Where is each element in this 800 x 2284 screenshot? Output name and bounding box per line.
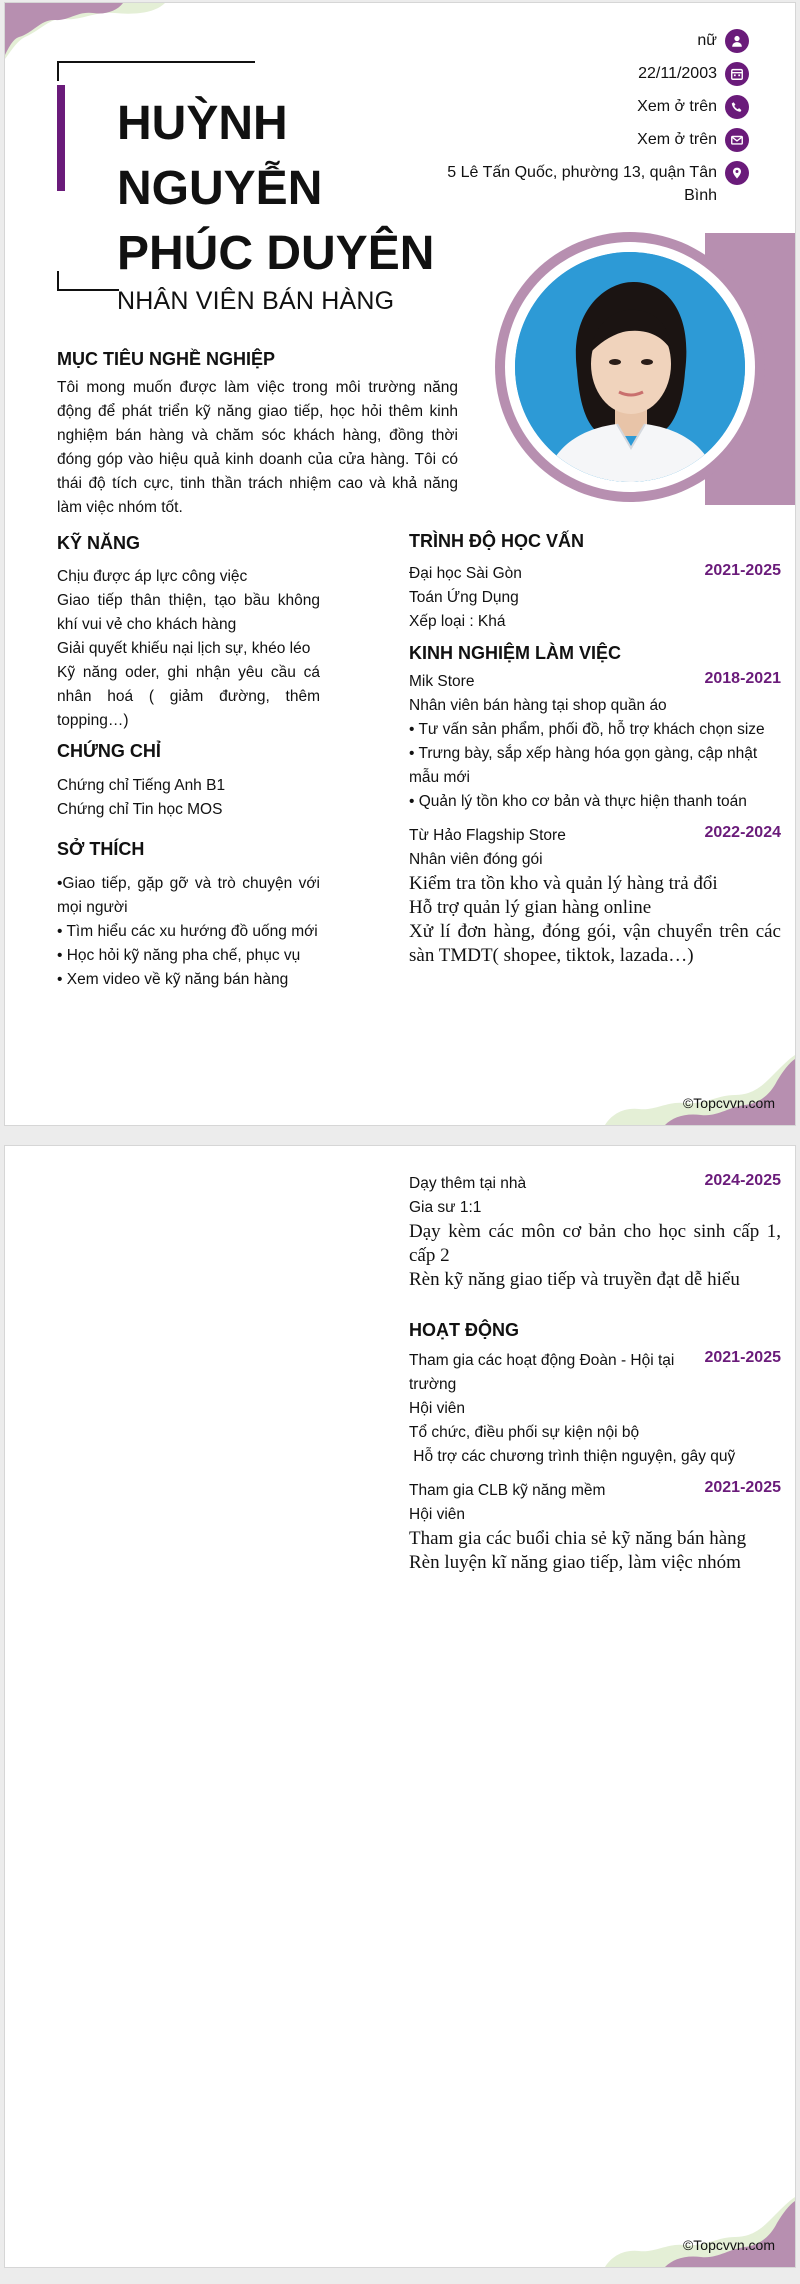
contact-gender-text: nữ	[697, 32, 717, 49]
job-entry	[409, 670, 781, 814]
skills-title: KỸ NĂNG	[57, 533, 141, 553]
education-years: 2021-2025	[704, 562, 781, 579]
name-frame-top	[57, 61, 255, 63]
cv-page-2	[4, 1145, 796, 2268]
candidate-name	[117, 91, 447, 286]
job-detail: Rèn kỹ năng giao tiếp và truyền đạt dễ hiểu	[409, 1269, 740, 1290]
activity-detail: Hỗ trợ các chương trình thiện nguyện, gây quỹ	[409, 1448, 736, 1465]
job-detail: Kiểm tra tồn kho và quản lý hàng trả đổi	[409, 873, 718, 894]
bottom-right-decor	[605, 1055, 795, 1125]
objective-section	[57, 349, 458, 520]
phone-icon	[725, 95, 749, 119]
job-detail: Hỗ trợ quản lý gian hàng online	[409, 897, 652, 918]
activity-years: 2021-2025	[704, 1479, 781, 1496]
job-detail: • Tư vấn sản phẩm, phối đồ, hỗ trợ khách chọn size	[409, 721, 765, 738]
certificate-item: Chứng chỉ Tin học MOS	[57, 801, 223, 818]
experience-title: KINH NGHIỆM LÀM VIỆC	[409, 643, 622, 663]
hobby-item: • Xem video về kỹ năng bán hàng	[57, 971, 289, 988]
education-major: Toán Ứng Dụng	[409, 589, 519, 606]
footer-brand: ©Topcvvn.com	[682, 2237, 775, 2253]
activity-role: Hội viên	[409, 1400, 465, 1417]
cv-page-1	[4, 2, 796, 1126]
skill-item: Kỹ năng oder, ghi nhận yêu cầu cá nhân hoá ( giảm đường, thêm topping…)	[57, 664, 320, 729]
activity-entry	[409, 1479, 781, 1575]
education-grade: Xếp loại : Khá	[409, 613, 506, 630]
education-section	[409, 531, 781, 634]
contact-list	[437, 29, 749, 216]
name-frame-left-lower	[57, 271, 59, 291]
job-detail: Xử lí đơn hàng, đóng gói, vận chuyển trên các sàn TMDT( shopee, tiktok, lazada…)	[409, 921, 781, 966]
email-icon	[725, 128, 749, 152]
skills-section	[57, 533, 320, 733]
name-accent-bar	[57, 85, 65, 191]
activities-section	[409, 1320, 781, 1575]
top-left-decor	[5, 3, 175, 63]
contact-gender	[437, 29, 749, 53]
experience-section	[409, 643, 781, 968]
skill-item: Chịu được áp lực công việc	[57, 568, 248, 585]
skill-item: Giải quyết khiếu nại lịch sự, khéo léo	[57, 640, 311, 657]
job-title: NHÂN VIÊN BÁN HÀNG	[117, 287, 395, 315]
location-pin-icon	[725, 161, 749, 185]
contact-birthday-text: 22/11/2003	[638, 65, 717, 82]
contact-phone	[437, 95, 749, 119]
calendar-icon	[725, 62, 749, 86]
activity-detail: Rèn luyện kĩ năng giao tiếp, làm việc nhóm	[409, 1552, 741, 1573]
job-detail: • Quản lý tồn kho cơ bản và thực hiện thanh toán	[409, 793, 747, 810]
contact-address	[437, 161, 749, 207]
name-frame-bottom	[57, 289, 119, 291]
job-company: Mik Store	[409, 673, 475, 690]
job-role: Gia sư 1:1	[409, 1199, 482, 1216]
contact-address-text: 5 Lê Tấn Quốc, phường 13, quận Tân Bình	[447, 164, 717, 204]
hobbies-title: SỞ THÍCH	[57, 839, 145, 859]
activity-name: Tham gia CLB kỹ năng mềm	[409, 1482, 606, 1499]
name-frame-left	[57, 61, 59, 81]
education-school: Đại học Sài Gòn	[409, 565, 522, 582]
name-line-3: PHÚC DUYÊN	[117, 227, 435, 280]
job-detail: • Trưng bày, sắp xếp hàng hóa gọn gàng, cập nhật mẫu mới	[409, 745, 758, 786]
certificate-item: Chứng chỉ Tiếng Anh B1	[57, 777, 226, 794]
contact-phone-text: Xem ở trên	[637, 98, 717, 115]
certificates-title: CHỨNG CHỈ	[57, 741, 161, 761]
hobby-item: •Giao tiếp, gặp gỡ và trò chuyện với mọi người	[57, 875, 320, 916]
job-role: Nhân viên bán hàng tại shop quần áo	[409, 697, 667, 714]
activity-entry	[409, 1349, 781, 1469]
skill-item: Giao tiếp thân thiện, tạo bầu không khí vui vẻ cho khách hàng	[57, 592, 320, 633]
contact-email	[437, 128, 749, 152]
hobby-item: • Học hỏi kỹ năng pha chế, phục vụ	[57, 947, 301, 964]
hobby-item: • Tìm hiểu các xu hướng đồ uống mới	[57, 923, 318, 940]
job-years: 2024-2025	[704, 1172, 781, 1189]
activity-detail: Tham gia các buổi chia sẻ kỹ năng bán hàng	[409, 1528, 747, 1549]
name-line-2: NGUYỄN	[117, 162, 323, 215]
job-entry	[409, 1172, 781, 1292]
job-detail: Dạy kèm các môn cơ bản cho học sinh cấp 1, cấp 2	[409, 1221, 781, 1266]
job-company: Dạy thêm tại nhà	[409, 1175, 527, 1192]
objective-title: MỤC TIÊU NGHỀ NGHIỆP	[57, 349, 276, 369]
objective-text: Tôi mong muốn được làm việc trong môi trường năng động để phát triển kỹ năng giao tiếp, học hỏi thêm kinh nghiệm bán hàng và chăm sóc khách hàng, đồng thời đóng góp vào hiệu quả kinh doanh của cửa hàng. Tôi có thái độ tích cực, tinh thần trách nhiệm cao và khả năng làm việc nhóm tốt.	[57, 379, 458, 516]
job-entry	[409, 824, 781, 968]
activities-title: HOẠT ĐỘNG	[409, 1320, 519, 1340]
profile-photo	[515, 252, 745, 482]
hobbies-section	[57, 839, 320, 992]
job-years: 2022-2024	[704, 824, 781, 841]
bottom-right-decor	[605, 2197, 795, 2267]
activity-years: 2021-2025	[704, 1349, 781, 1366]
user-icon	[725, 29, 749, 53]
education-title: TRÌNH ĐỘ HỌC VẤN	[409, 531, 584, 551]
activity-detail: Tổ chức, điều phối sự kiện nội bộ	[409, 1424, 640, 1441]
contact-email-text: Xem ở trên	[637, 131, 717, 148]
job-company: Từ Hảo Flagship Store	[409, 827, 566, 844]
activity-name: Tham gia các hoạt động Đoàn - Hội tại trường	[409, 1352, 675, 1393]
footer-brand: ©Topcvvn.com	[682, 1095, 775, 1111]
job-years: 2018-2021	[704, 670, 781, 687]
job-role: Nhân viên đóng gói	[409, 851, 543, 868]
certificates-section	[57, 741, 320, 822]
name-line-1: HUỲNH	[117, 97, 288, 150]
contact-birthday	[437, 62, 749, 86]
activity-role: Hội viên	[409, 1506, 465, 1523]
